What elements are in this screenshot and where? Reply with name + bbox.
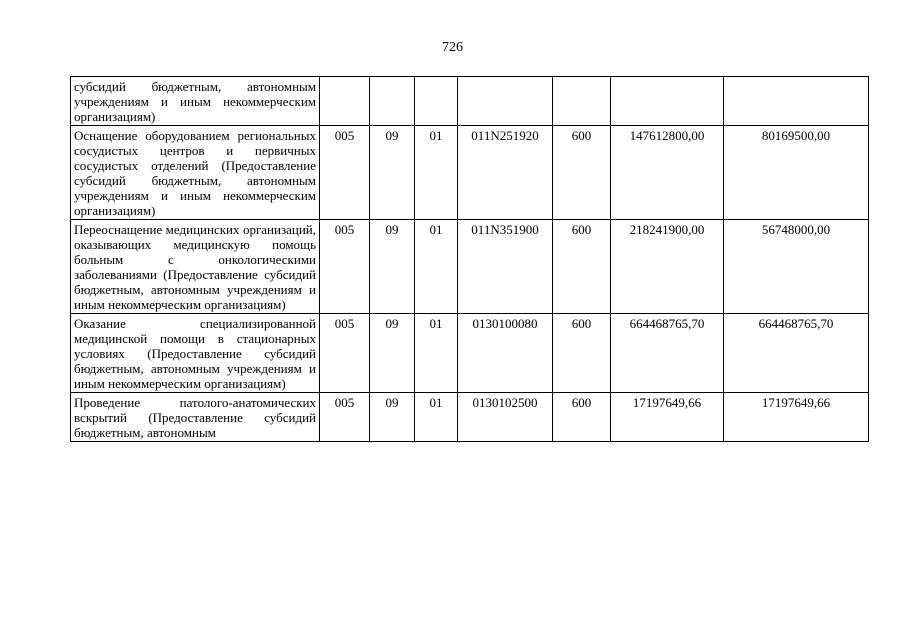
ministry-code-cell	[320, 77, 370, 126]
description-cell: Оснащение оборудованием региональных сосудистых центров и первичных сосудистых отделений (Предоставление субсидий бюджетным, автономным учреждениям и иным некоммерческим организациям)	[71, 126, 320, 220]
amount-year2-cell: 664468765,70	[724, 314, 869, 393]
amount-year2-cell	[724, 77, 869, 126]
description-cell: Проведение патолого-анатомических вскрытий (Предоставление субсидий бюджетным, автономным	[71, 393, 320, 442]
amount-year2-cell: 56748000,00	[724, 220, 869, 314]
subsection-code-cell: 01	[415, 314, 458, 393]
amount-year1-cell: 218241900,00	[611, 220, 724, 314]
target-code-cell: 0130100080	[458, 314, 553, 393]
table-row	[71, 126, 869, 220]
ministry-code-cell: 005	[320, 314, 370, 393]
ministry-code-cell: 005	[320, 393, 370, 442]
subsection-code-cell: 01	[415, 220, 458, 314]
amount-year2-cell: 17197649,66	[724, 393, 869, 442]
description-cell: Оказание специализированной медицинской помощи в стационарных условиях (Предоставление субсидий бюджетным, автономным учреждениям и иным некоммерческим организациям)	[71, 314, 320, 393]
page-number: 726	[442, 40, 463, 55]
table-row	[71, 77, 869, 126]
target-code-cell	[458, 77, 553, 126]
section-code-cell	[370, 77, 415, 126]
table-row	[71, 314, 869, 393]
section-code-cell: 09	[370, 314, 415, 393]
target-code-cell: 011N351900	[458, 220, 553, 314]
ministry-code-cell: 005	[320, 220, 370, 314]
amount-year1-cell: 17197649,66	[611, 393, 724, 442]
amount-year1-cell: 147612800,00	[611, 126, 724, 220]
amount-year1-cell: 664468765,70	[611, 314, 724, 393]
ministry-code-cell: 005	[320, 126, 370, 220]
section-code-cell: 09	[370, 393, 415, 442]
description-cell: субсидий бюджетным, автономным учреждениям и иным некоммерческим организациям)	[71, 77, 320, 126]
subsection-code-cell	[415, 77, 458, 126]
budget-table	[70, 76, 869, 442]
expense-type-cell: 600	[553, 314, 611, 393]
expense-type-cell: 600	[553, 220, 611, 314]
subsection-code-cell: 01	[415, 126, 458, 220]
expense-type-cell: 600	[553, 126, 611, 220]
subsection-code-cell: 01	[415, 393, 458, 442]
target-code-cell: 0130102500	[458, 393, 553, 442]
target-code-cell: 011N251920	[458, 126, 553, 220]
expense-type-cell: 600	[553, 393, 611, 442]
amount-year1-cell	[611, 77, 724, 126]
expense-type-cell	[553, 77, 611, 126]
amount-year2-cell: 80169500,00	[724, 126, 869, 220]
table-row	[71, 393, 869, 442]
section-code-cell: 09	[370, 126, 415, 220]
section-code-cell: 09	[370, 220, 415, 314]
table-row	[71, 220, 869, 314]
description-cell: Переоснащение медицинских организаций, оказывающих медицинскую помощь больным с онкологическими заболеваниями (Предоставление субсидий бюджетным, автономным учреждениям и иным некоммерческим организациям)	[71, 220, 320, 314]
